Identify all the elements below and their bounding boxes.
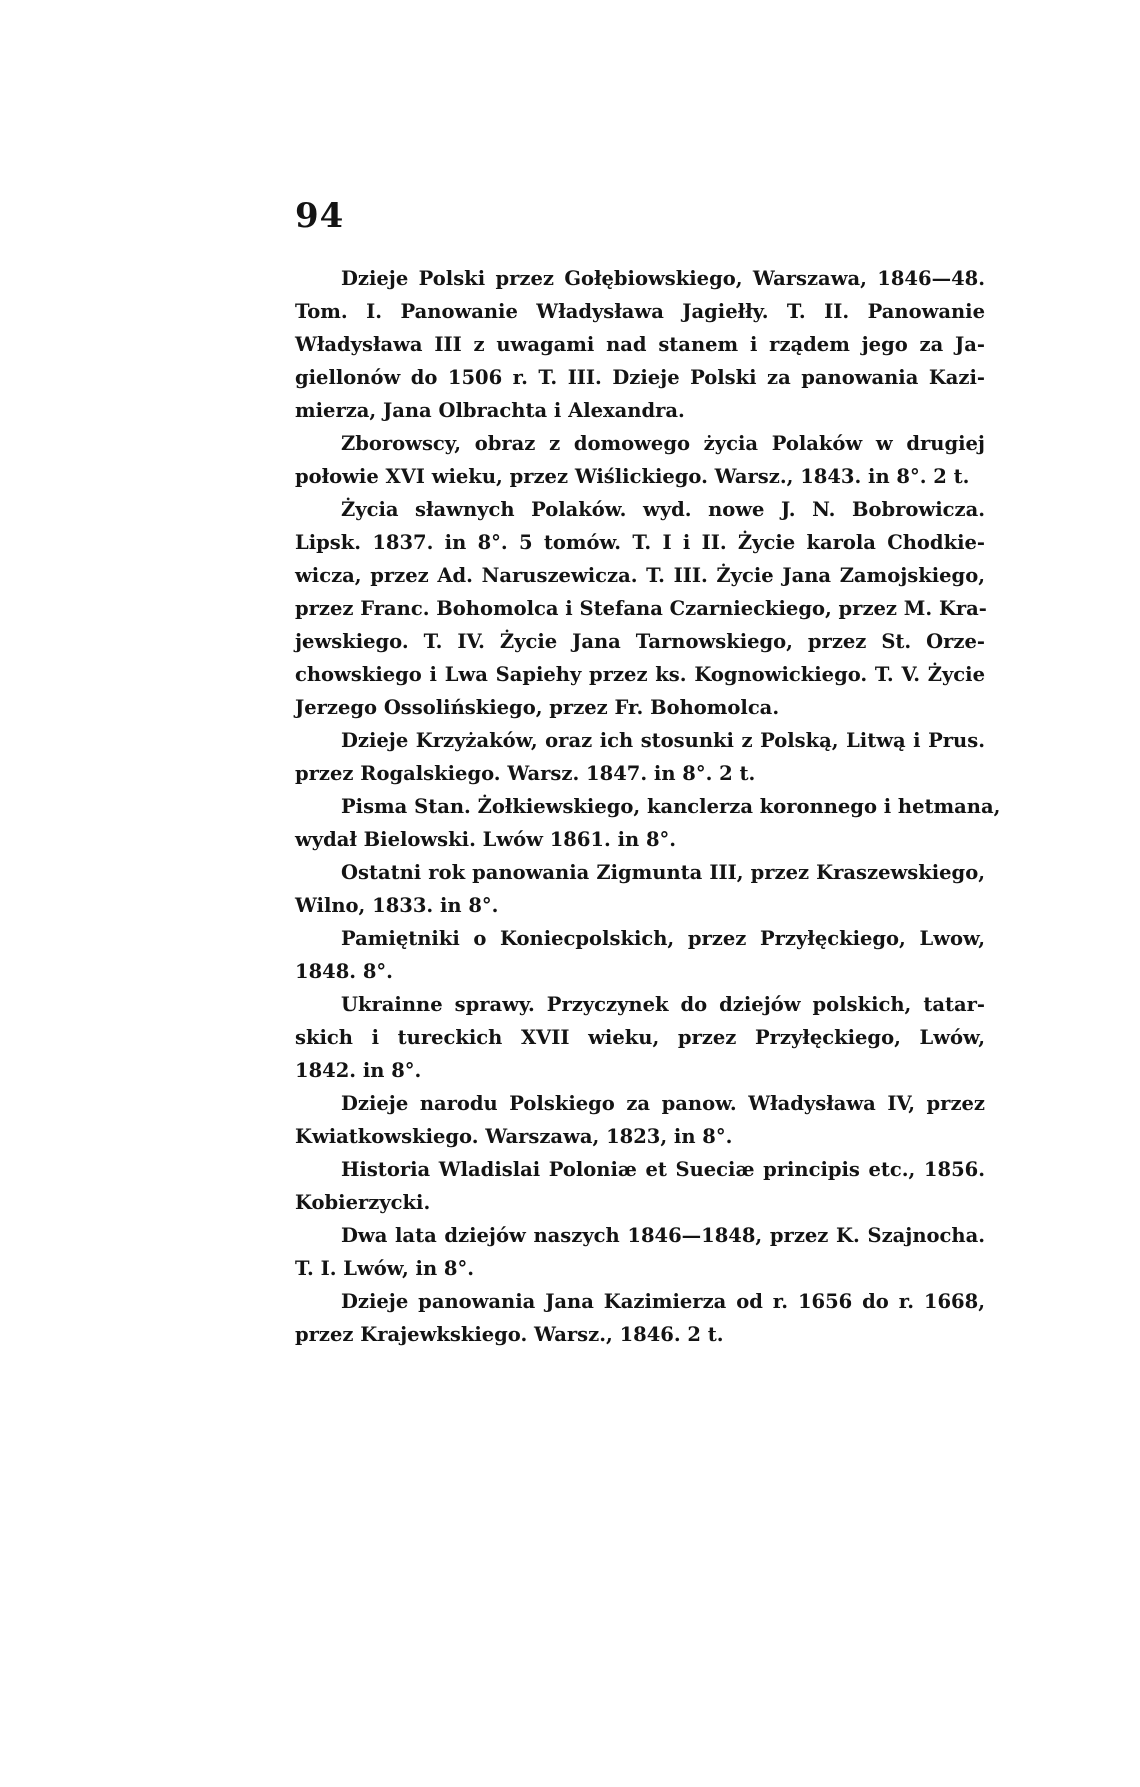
text-line: Dzieje panowania Jana Kazimierza od r. 1656 do r. 1668, [341, 1290, 985, 1313]
bibliography-text [295, 262, 1001, 1351]
text-line: Kobierzycki. [295, 1191, 431, 1214]
text-line: Historia Wladislai Poloniæ et Sueciæ principis etc., 1856. [341, 1158, 985, 1181]
text-line: giellonów do 1506 r. T. III. Dzieje Polski za panowania Kazi- [295, 366, 985, 389]
text-line: Lipsk. 1837. in 8°. 5 tomów. T. I i II. Życie karola Chodkie- [295, 531, 985, 554]
text-line: Życia sławnych Polaków. wyd. nowe J. N. Bobrowicza. [341, 498, 985, 521]
text-line: Dwa lata dziejów naszych 1846—1848, przez K. Szajnocha. [341, 1224, 985, 1247]
text-line: jewskiego. T. IV. Życie Jana Tarnowskiego, przez St. Orze- [295, 630, 985, 653]
text-line: Pisma Stan. Żołkiewskiego, kanclerza koronnego i hetmana, [341, 795, 1001, 818]
text-line: połowie XVI wieku, przez Wiślickiego. Warsz., 1843. in 8°. 2 t. [295, 465, 970, 488]
text-line: skich i tureckich XVII wieku, przez Przyłęckiego, Lwów, [295, 1026, 985, 1049]
text-line: Dzieje Krzyżaków, oraz ich stosunki z Polską, Litwą i Prus. [341, 729, 985, 752]
page-number: 94 [295, 196, 345, 236]
text-line: Władysława III z uwagami nad stanem i rządem jego za Ja- [295, 333, 985, 356]
text-line: Dzieje Polski przez Gołębiowskiego, Warszawa, 1846—48. [341, 267, 985, 290]
text-line: T. I. Lwów, in 8°. [295, 1257, 475, 1280]
text-line: Jerzego Ossolińskiego, przez Fr. Bohomolca. [295, 696, 780, 719]
text-line: przez Rogalskiego. Warsz. 1847. in 8°. 2 t. [295, 762, 756, 785]
text-line: chowskiego i Lwa Sapiehy przez ks. Kognowickiego. T. V. Życie [295, 663, 985, 686]
text-line: Wilno, 1833. in 8°. [295, 894, 499, 917]
text-line: Dzieje narodu Polskiego za panow. Władysława IV, przez [341, 1092, 985, 1115]
text-line: Ostatni rok panowania Zigmunta III, przez Kraszewskiego, [341, 861, 985, 884]
text-line: przez Krajewkskiego. Warsz., 1846. 2 t. [295, 1323, 724, 1346]
text-line: Kwiatkowskiego. Warszawa, 1823, in 8°. [295, 1125, 733, 1148]
text-line: Zborowscy, obraz z domowego życia Polaków w drugiej [341, 432, 985, 455]
text-line: mierza, Jana Olbrachta i Alexandra. [295, 399, 685, 422]
text-line: Pamiętniki o Koniecpolskich, przez Przyłęckiego, Lwow, [341, 927, 985, 950]
text-line: wydał Bielowski. Lwów 1861. in 8°. [295, 828, 677, 851]
text-line: 1848. 8°. [295, 960, 393, 983]
text-line: Tom. I. Panowanie Władysława Jagiełły. T. II. Panowanie [295, 300, 985, 323]
text-line: przez Franc. Bohomolca i Stefana Czarnieckiego, przez M. Kra- [295, 597, 987, 620]
text-line: wicza, przez Ad. Naruszewicza. T. III. Życie Jana Zamojskiego, [295, 564, 985, 587]
text-line: Ukrainne sprawy. Przyczynek do dziejów polskich, tatar- [341, 993, 985, 1016]
text-line: 1842. in 8°. [295, 1059, 422, 1082]
